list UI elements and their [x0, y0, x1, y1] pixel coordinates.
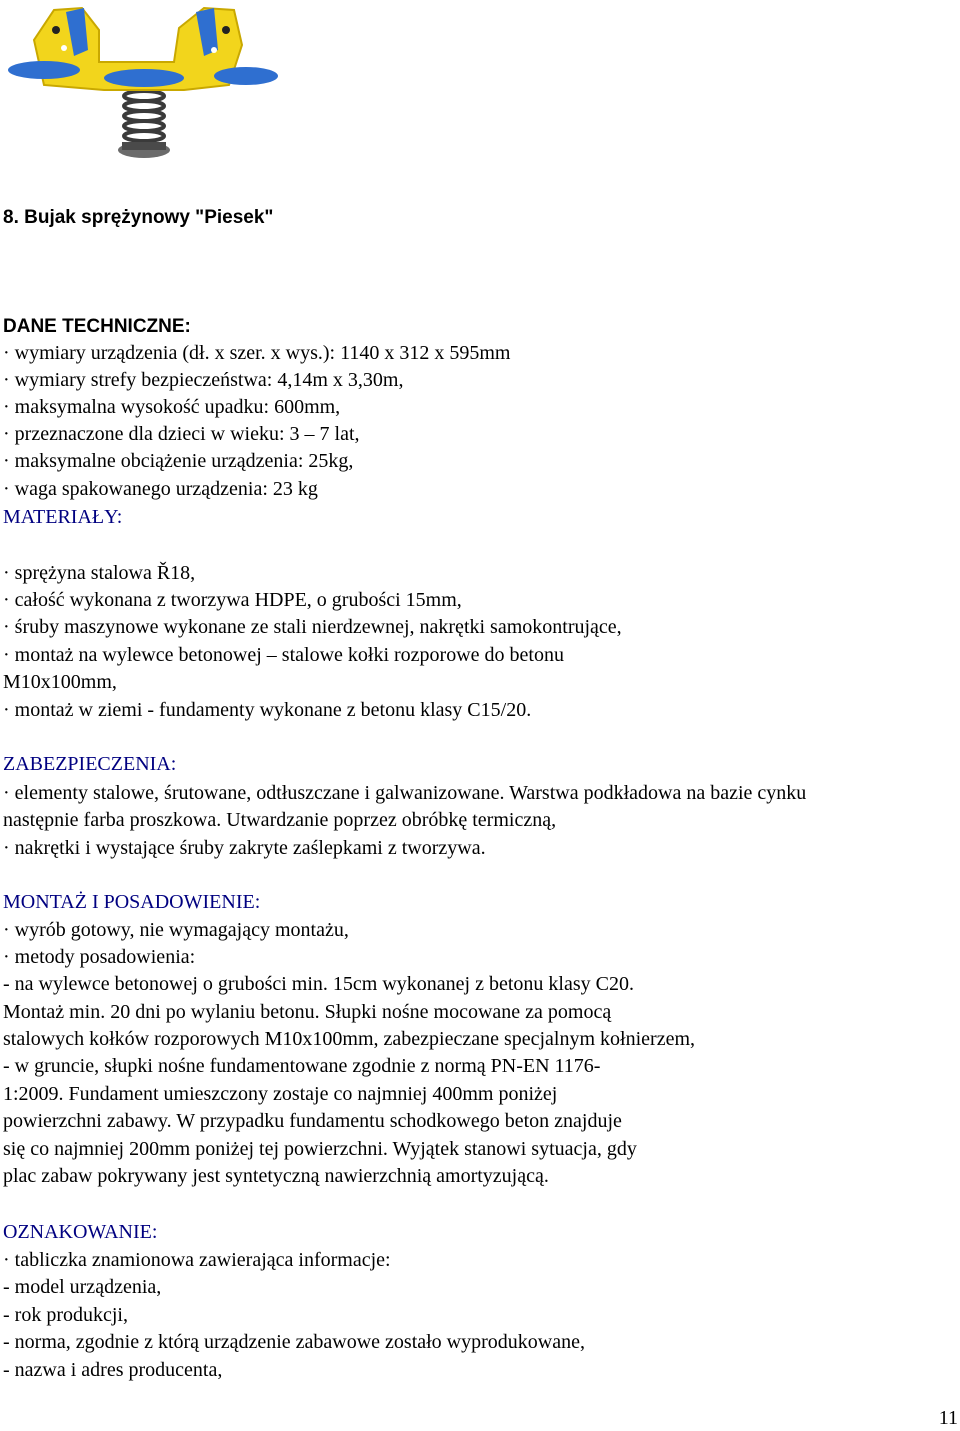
montaz-line: - na wylewce betonowej o grubości min. 15cm wykonanej z betonu klasy C20.	[3, 973, 634, 995]
page-title: 8. Bujak sprężynowy "Piesek"	[3, 207, 274, 228]
oznakowanie-line: · tabliczka znamionowa zawierająca informacje:	[3, 1249, 391, 1271]
dane-line: · wymiary urządzenia (dł. x szer. x wys.): 1140 x 312 x 595mm	[3, 342, 511, 364]
montaz-line: plac zabaw pokrywany jest syntetyczną nawierzchnią amortyzującą.	[3, 1165, 549, 1187]
montaz-line: stalowych kołków rozporowych M10x100mm, zabezpieczane specjalnym kołnierzem,	[3, 1028, 696, 1050]
zabezpieczenia-line: · elementy stalowe, śrutowane, odtłuszczane i galwanizowane. Warstwa podkładowa na bazie cynku	[3, 782, 807, 804]
dane-line: · waga spakowanego urządzenia: 23 kg	[3, 478, 318, 500]
montaz-line: Montaż min. 20 dni po wylaniu betonu. Słupki nośne mocowane za pomocą	[3, 1001, 612, 1023]
oznakowanie-line: - model urządzenia,	[3, 1276, 162, 1298]
spring-rider-illustration	[4, 0, 280, 162]
oznakowanie-line: - nazwa i adres producenta,	[3, 1359, 223, 1381]
materialy-line: M10x100mm,	[3, 671, 117, 693]
dane-line: · maksymalna wysokość upadku: 600mm,	[3, 396, 341, 418]
materialy-line: · śruby maszynowe wykonane ze stali nierdzewnej, nakrętki samokontrujące,	[3, 616, 622, 638]
materialy-line: · całość wykonana z tworzywa HDPE, o grubości 15mm,	[3, 589, 462, 611]
section-heading-zabezpieczenia: ZABEZPIECZENIA:	[3, 753, 177, 775]
montaz-line: się co najmniej 200mm poniżej tej powierzchni. Wyjątek stanowi sytuacja, gdy	[3, 1138, 637, 1160]
dane-line: · przeznaczone dla dzieci w wieku: 3 – 7 lat,	[3, 423, 360, 445]
section-heading-materialy: MATERIAŁY:	[3, 506, 123, 528]
oznakowanie-line: - norma, zgodnie z którą urządzenie zabawowe zostało wyprodukowane,	[3, 1331, 585, 1353]
dane-line: · wymiary strefy bezpieczeństwa: 4,14m x 3,30m,	[3, 369, 404, 391]
oznakowanie-line: - rok produkcji,	[3, 1304, 128, 1326]
materialy-line: · montaż na wylewce betonowej – stalowe kołki rozporowe do betonu	[3, 644, 564, 666]
zabezpieczenia-line: następnie farba proszkowa. Utwardzanie poprzez obróbkę termiczną,	[3, 809, 557, 831]
section-heading-montaz: MONTAŻ I POSADOWIENIE:	[3, 891, 261, 913]
montaz-line: · metody posadowienia:	[3, 946, 196, 968]
montaz-line: powierzchni zabawy. W przypadku fundamentu schodkowego beton znajduje	[3, 1110, 622, 1132]
dane-line: · maksymalne obciążenie urządzenia: 25kg,	[3, 450, 354, 472]
montaz-line: 1:2009. Fundament umieszczony zostaje co najmniej 400mm poniżej	[3, 1083, 558, 1105]
materialy-line: · montaż w ziemi - fundamenty wykonane z betonu klasy C15/20.	[3, 699, 532, 721]
zabezpieczenia-line: · nakrętki i wystające śruby zakryte zaślepkami z tworzywa.	[3, 837, 486, 859]
montaz-line: - w gruncie, słupki nośne fundamentowane zgodnie z normą PN-EN 1176-	[3, 1055, 601, 1077]
section-heading-oznakowanie: OZNAKOWANIE:	[3, 1221, 158, 1243]
materialy-line: · sprężyna stalowa Ř18,	[3, 562, 196, 584]
page-number: 11	[938, 1407, 958, 1429]
montaz-line: · wyrób gotowy, nie wymagający montażu,	[3, 919, 349, 941]
section-heading-dane: DANE TECHNICZNE:	[3, 316, 191, 337]
